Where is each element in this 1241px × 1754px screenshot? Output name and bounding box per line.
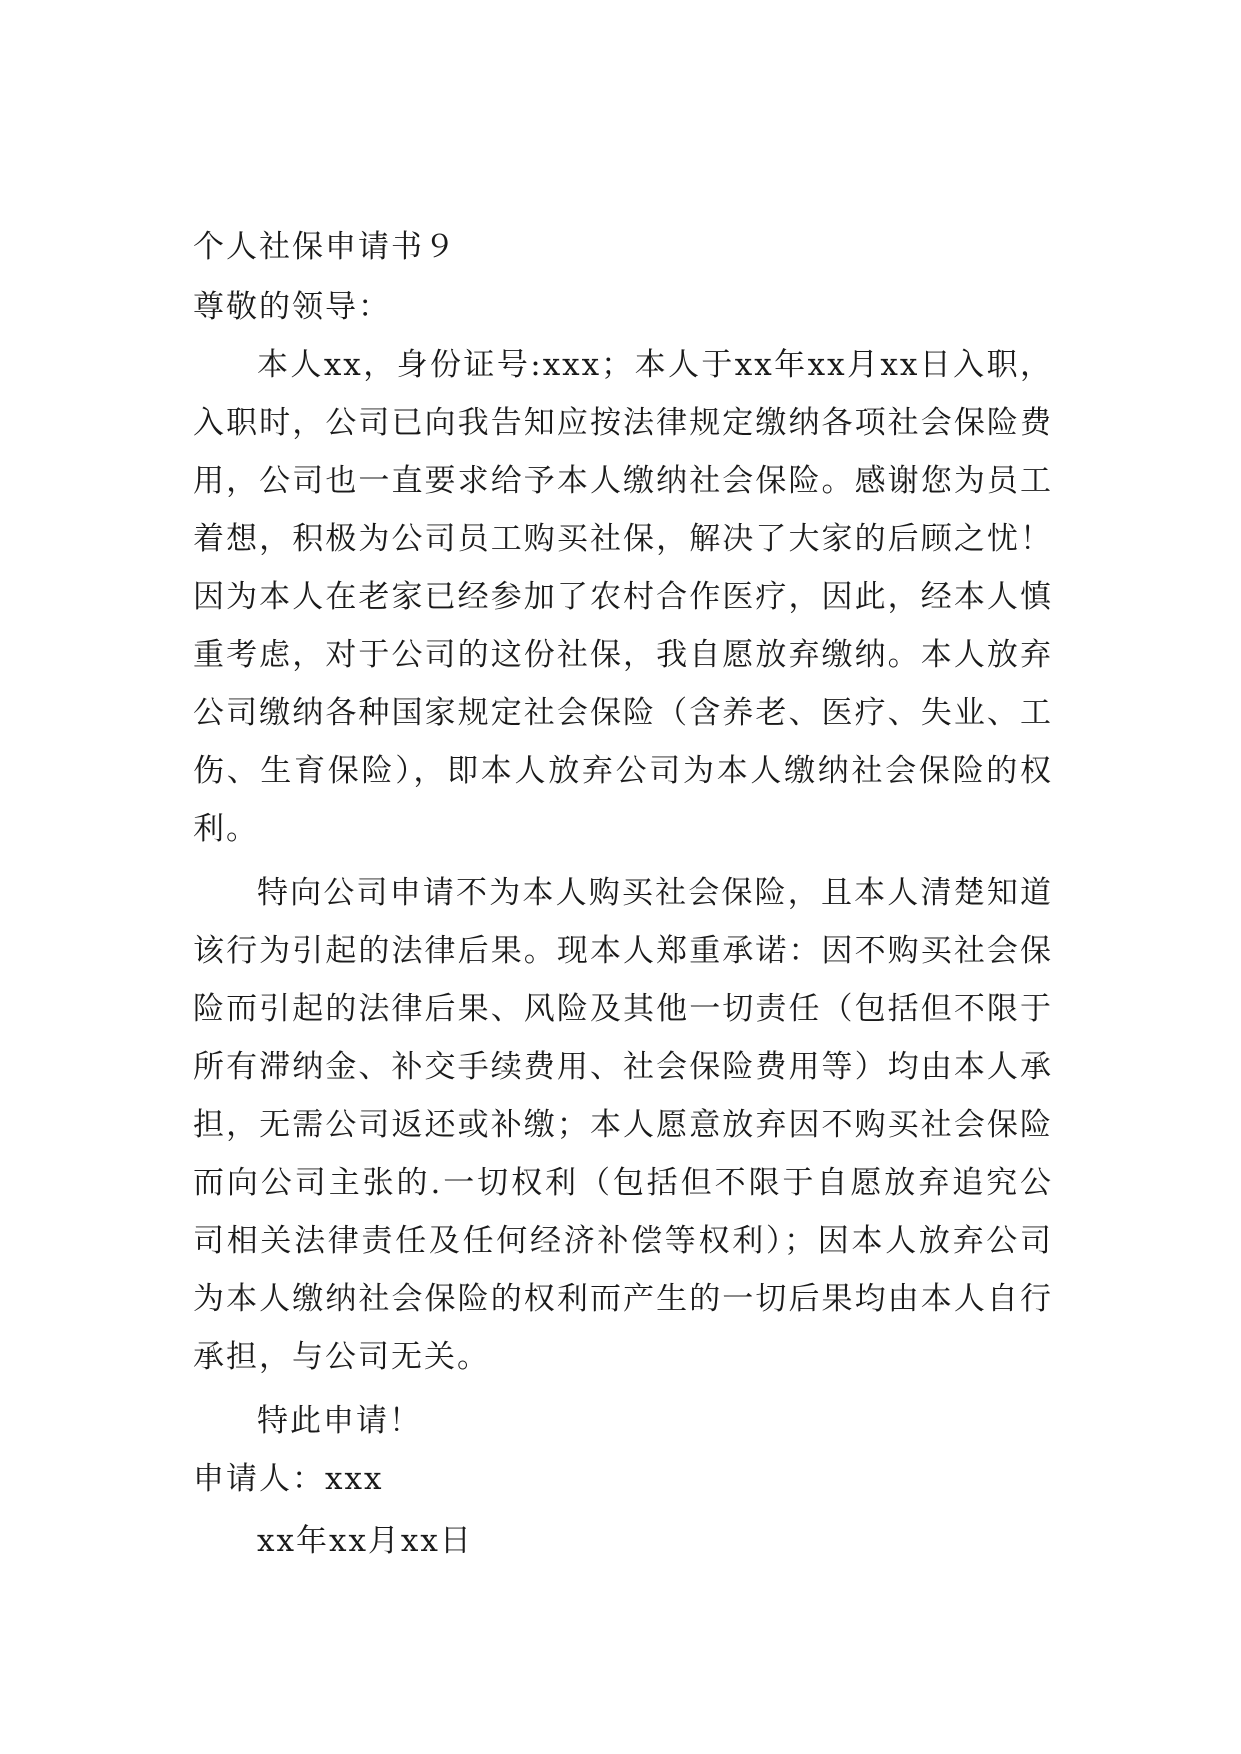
body-paragraph-2: 特向公司申请不为本人购买社会保险，且本人清楚知道该行为引起的法律后果。现本人郑重承诺：因不购买社会保险而引起的法律后果、风险及其他一切责任（包括但不限于所有滞纳金、补交手续费用、社会保险费用等）均由本人承担，无需公司返还或补缴；本人愿意放弃因不购买社会保险而向公司主张的.一切权利（包括但不限于自愿放弃追究公司相关法律责任及任何经济补偿等权利）；因本人放弃公司为本人缴纳社会保险的权利而产生的一切后果均由本人自行承担，与公司无关。 bbox=[193, 875, 1053, 1375]
applicant-line: 申请人：xxx bbox=[193, 1461, 384, 1497]
salutation: 尊敬的领导： bbox=[193, 289, 391, 325]
document-title: 个人社保申请书９ bbox=[193, 229, 457, 265]
closing-line: 特此申请！ bbox=[257, 1403, 422, 1439]
date-line: xx年xx月xx日 bbox=[257, 1523, 473, 1559]
body-paragraph-1: 本人xx，身份证号:xxx；本人于xx年xx月xx日入职，入职时，公司已向我告知应按法律规定缴纳各项社会保险费用，公司也一直要求给予本人缴纳社会保险。感谢您为员工着想，积极为公司员工购买社保，解决了大家的后顾之忧！因为本人在老家已经参加了农村合作医疗，因此，经本人慎重考虑，对于公司的这份社保，我自愿放弃缴纳。本人放弃公司缴纳各种国家规定社会保险（含养老、医疗、失业、工伤、生育保险），即本人放弃公司为本人缴纳社会保险的权利。 bbox=[193, 347, 1053, 847]
document-body bbox=[193, 218, 1053, 1570]
